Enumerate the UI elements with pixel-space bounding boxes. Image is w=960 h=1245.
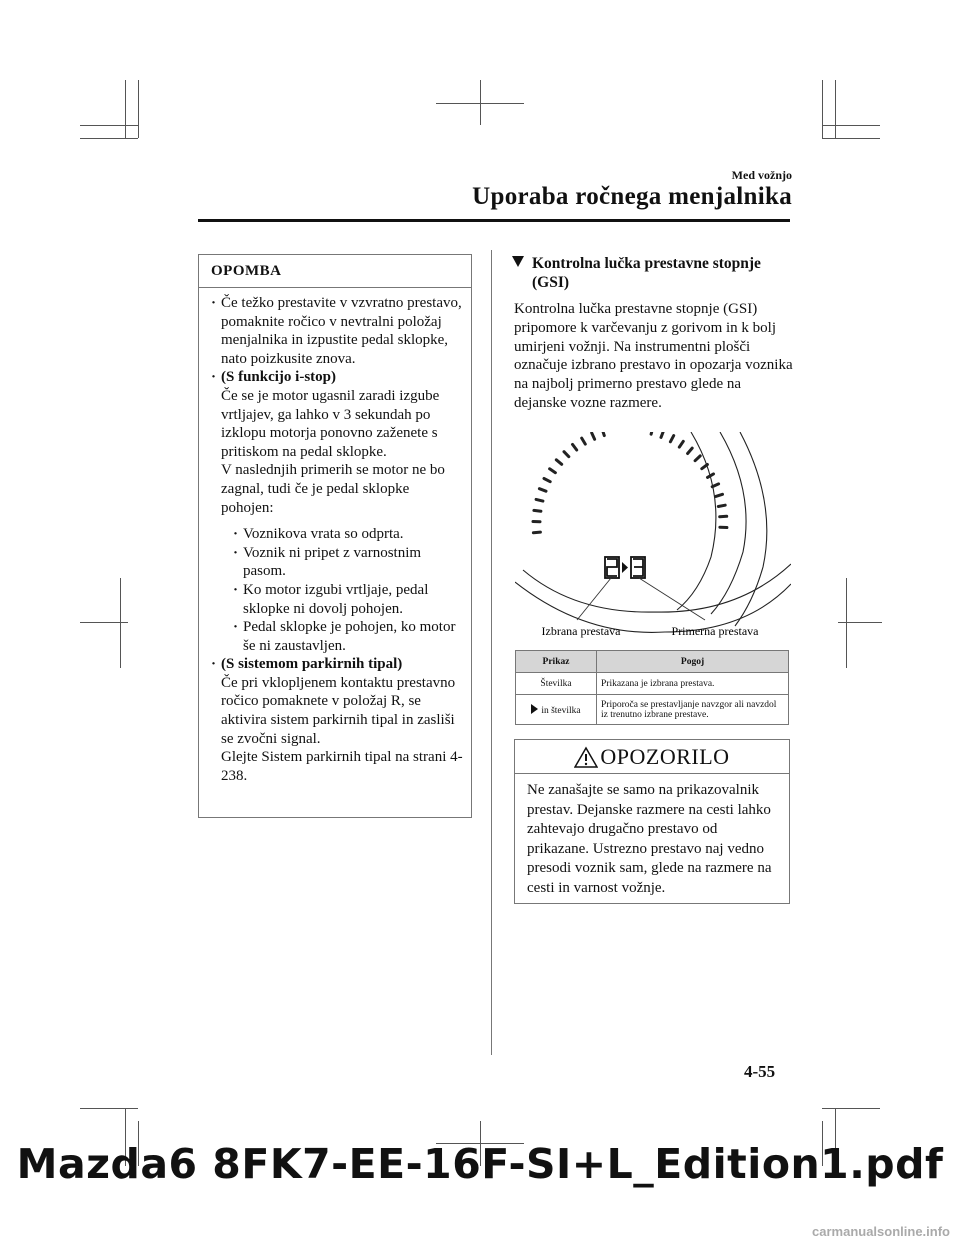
table-row [516,695,789,725]
gauge-tick [670,436,673,442]
table-cell [516,695,597,725]
section-heading-text: Kontrolna lučka prestavne stopnje (GSI) [532,255,761,291]
section-heading [512,254,792,292]
gauge-tick [550,469,556,473]
gauge-tick [708,474,714,478]
note-paragraph: Če se je motor ugasnil zaradi izgube vrtljajev, ga lahko v 3 sekundah po izklopu motorja ponovno zaženete s pritiskom na pedal sklopke. [221,387,440,460]
running-header-section: Med vožnjo [731,168,792,182]
gauge-tick [534,510,541,511]
table-cell: Priporoča se prestavljanje navzgor ali navzdol iz trenutno izbrane prestave. [597,695,789,725]
crop-mark [822,80,823,138]
triangle-down-icon [512,256,524,267]
note-sub-bullet: · Voznikova vrata so odprta. [211,525,463,544]
table-header-row [516,651,789,673]
warning-body: Ne zanašajte se samo na prikazovalnik prestav. Dejanske razmere na cesti lahko zahtevajo drugačno prestavo od prikazane. Ustrezno prestavo naj vedno presodi voznik sam, glede na razmere na cesti in varnost vožnje. [527,782,772,896]
label-recommended-gear: Primerna prestava [671,624,759,638]
gauge-tick [661,432,664,437]
play-arrow-icon [622,562,628,573]
gauge-tick [716,494,723,496]
crop-mark [80,622,128,623]
crop-mark [822,138,880,139]
document-filename: Mazda6 8FK7-EE-16F-SI+L_Edition1.pdf [16,1140,944,1188]
gauge-tick [702,465,708,469]
section-paragraph: Kontrolna lučka prestavne stopnje (GSI) pripomore k varčevanju z gorivom in k bolj umirjeni vožnji. Na instrumentni plošči označuje izbrano prestavo in opozarja voznika na najbolj primerno prestavo glede na dejanske vozne razmere. [514,301,793,411]
note-paragraph: Glejte Sistem parkirnih tipal na strani 4-238. [221,749,463,784]
note-bullet: · Če težko prestavite v vzvratno prestavo, pomaknite ročico v nevtralni položaj menjalnika in izpustite pedal sklopke, nato poizkusite znova. [211,294,463,368]
page-number: 4-55 [744,1062,776,1081]
crop-mark [120,578,121,668]
note-bullet-title: · (S sistemom parkirnih tipal) [211,655,463,674]
note-body [199,288,471,785]
gauge-tick [536,499,543,501]
gauge-tick [564,452,569,457]
crop-mark [822,125,880,126]
gauge-tick [573,444,577,450]
note-bullet-title: · (S funkcijo i-stop) [211,368,463,387]
gauge-tick [602,432,604,436]
gauge-tick [720,516,727,517]
watermark: carmanualsonline.info [812,1224,950,1239]
crop-mark [838,622,882,623]
crop-mark [125,80,126,138]
gauge-tick [556,460,561,465]
column-divider [491,250,492,1055]
note-sub-bullet: · Pedal sklopke je pohojen, ko motor še ni zaustavljen. [211,618,463,655]
gauge-tick [544,479,550,482]
gear-shift-indicator-illustration [515,432,791,642]
note-sub-bullet: · Voznik ni pripet z varnostnim pasom. [211,544,463,581]
label-selected-gear: Izbrana prestava [541,624,621,638]
table-header-cell: Prikaz [516,651,597,673]
page-title: Uporaba ročnega menjalnika [472,183,792,210]
crop-mark [835,80,836,138]
crop-mark [80,138,138,139]
crop-mark [80,1108,138,1109]
gauge-tick [718,505,725,506]
table-cell-text: in številka [541,705,581,716]
gauge-tick [539,489,546,492]
gauge-tick [651,432,653,434]
header-rule [198,219,790,222]
gauge-tick [592,433,595,439]
gauge-tick [582,438,586,444]
note-box [198,254,472,818]
crop-mark [80,125,138,126]
crop-mark [138,80,139,138]
warning-box [514,739,790,904]
gauge-tick [695,456,700,461]
note-paragraph: V naslednjih primerih se motor ne bo zagnal, tudi če je pedal sklopke pohojen: [221,462,445,516]
warning-title-bar [515,740,789,774]
crop-mark [846,578,847,668]
table-row [516,673,789,695]
warning-title: OPOZORILO [600,743,730,769]
table-cell: Številka [516,673,597,695]
note-title: OPOMBA [199,255,471,288]
warning-triangle-icon [574,746,598,768]
crop-mark [436,103,524,104]
gauge-tick [679,441,683,447]
note-paragraph: Če pri vklopljenem kontaktu prestavno ročico pomaknete v položaj R, se aktivira sistem parkirnih tipal in zasliši se zvočni signal. [221,674,456,747]
gauge-tick [688,448,693,453]
gauge-tick [712,484,718,487]
table-header-cell: Pogoj [597,651,789,673]
table-cell: Prikazana je izbrana prestava. [597,673,789,695]
gauge-tick [533,532,540,533]
note-sub-bullet: · Ko motor izgubi vrtljaje, pedal sklopke ni dovolj pohojen. [211,581,463,618]
gsi-table [515,650,789,725]
crop-mark [822,1108,880,1109]
play-arrow-icon [531,704,538,714]
